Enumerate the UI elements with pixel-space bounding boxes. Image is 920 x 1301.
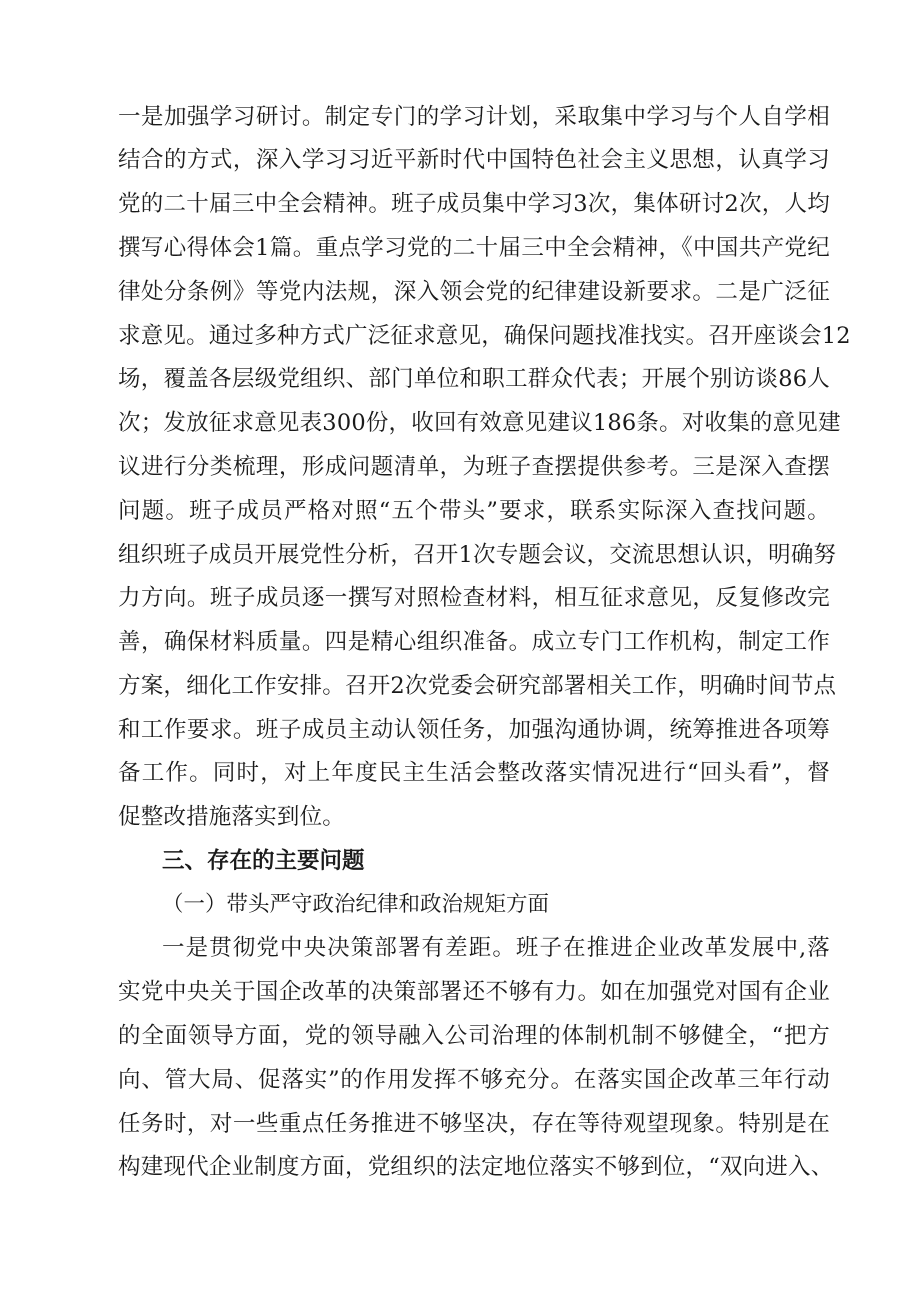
paragraph-line: 的全面领导方面，党的领导融入公司治理的体制机制不够健全，“把方	[118, 1023, 830, 1049]
paragraph-line: 律处分条例》等党内法规，深入领会党的纪律建设新要求。二是广泛征	[118, 279, 830, 305]
paragraph-line: 向、管大局、促落实”的作用发挥不够充分。在落实国企改革三年行动	[118, 1067, 830, 1093]
paragraph-line: 场，覆盖各层级党组织、部门单位和职工群众代表；开展个别访谈86人	[118, 366, 830, 392]
paragraph-line: 结合的方式，深入学习习近平新时代中国特色社会主义思想，认真学习	[118, 147, 830, 173]
paragraph-line: 任务时，对一些重点任务推进不够坚决，存在等待观望现象。特别是在	[118, 1111, 830, 1137]
paragraph-line: 一是加强学习研讨。制定专门的学习计划，采取集中学习与个人自学相	[118, 104, 830, 130]
paragraph-line: 力方向。班子成员逐一撰写对照检查材料，相互征求意见，反复修改完	[118, 585, 830, 611]
paragraph-line: 方案，细化工作安排。召开2次党委会研究部署相关工作，明确时间节点	[118, 673, 837, 699]
paragraph-line: 党的二十届三中全会精神。班子成员集中学习3次，集体研讨2次，人均	[118, 191, 830, 217]
section-heading: 三、存在的主要问题	[162, 848, 365, 874]
subsection-heading: （一）带头严守政治纪律和政治规矩方面	[162, 892, 550, 917]
paragraph-line: 问题。班子成员严格对照“五个带头”要求，联系实际深入查找问题。	[118, 498, 830, 524]
paragraph-line: 和工作要求。班子成员主动认领任务，加强沟通协调，统筹推进各项筹	[118, 717, 830, 743]
paragraph-line: 备工作。同时，对上年度民主生活会整改落实情况进行“回头看”，督	[118, 760, 830, 786]
paragraph-line: 促整改措施落实到位。	[118, 804, 346, 830]
paragraph-line: 实党中央关于国企改革的决策部署还不够有力。如在加强党对国有企业	[118, 979, 830, 1005]
paragraph-line: 组织班子成员开展党性分析，召开1次专题会议，交流思想认识，明确努	[118, 542, 837, 568]
paragraph-line: 善，确保材料质量。四是精心组织准备。成立专门工作机构，制定工作	[118, 629, 830, 655]
paragraph-line: 求意见。通过多种方式广泛征求意见，确保问题找准找实。召开座谈会12	[118, 323, 851, 349]
paragraph-line: 构建现代企业制度方面，党组织的法定地位落实不够到位，“双向进入、	[118, 1154, 834, 1180]
paragraph-line: 撰写心得体会1篇。重点学习党的二十届三中全会精神，《中国共产党纪	[118, 235, 830, 261]
paragraph-line: 一是贯彻党中央决策部署有差距。班子在推进企业改革发展中,落	[162, 935, 830, 961]
paragraph-line: 次；发放征求意见表300份，收回有效意见建议186条。对收集的意见建	[118, 410, 841, 436]
paragraph-line: 议进行分类梳理，形成问题清单，为班子查摆提供参考。三是深入查摆	[118, 454, 830, 480]
